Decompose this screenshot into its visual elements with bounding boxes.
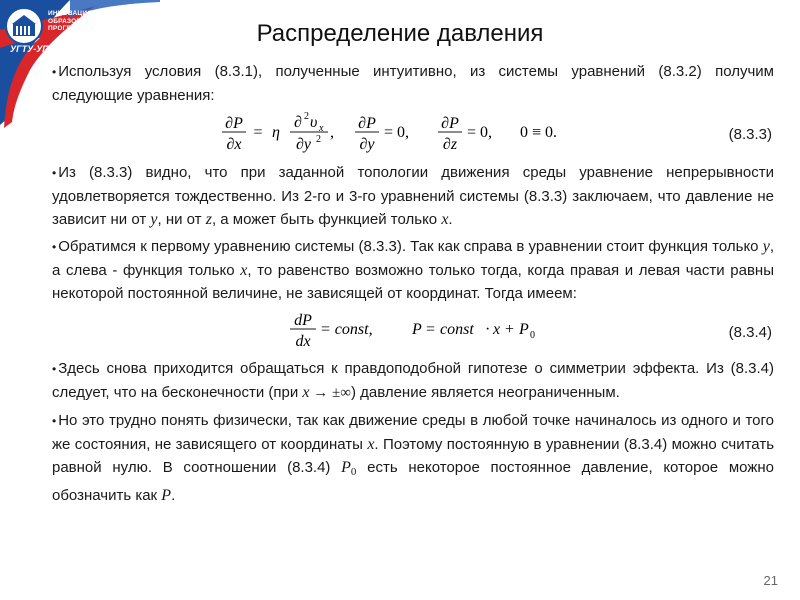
eq2-dot: · <box>485 321 491 338</box>
eq2-rhs: = const, <box>320 321 373 338</box>
eq1-dy2: ∂y <box>296 136 312 153</box>
eq1-dx: ∂x <box>226 136 242 153</box>
equation-8-3-4-formula <box>290 309 590 353</box>
eq2-den: dx <box>295 333 311 350</box>
eq1-dP: ∂P <box>225 115 243 132</box>
eq1-eta: η <box>272 124 280 141</box>
eq1-dy2-sup: 2 <box>316 134 321 145</box>
paragraph-2 <box>52 161 774 231</box>
paragraph-2-text-d: . <box>448 211 453 228</box>
paragraph-4-text-a: Здесь снова приходится обращаться к правдоподобной гипотезе о симметрии эффекта. Из (8.3.4) следует, что на бесконечности (при <box>52 360 774 401</box>
eq1-comma: , <box>330 124 334 141</box>
eq2-num: dP <box>294 312 312 329</box>
paragraph-2-text-a: Из (8.3.3) видно, что при заданной топологии движения среды уравнение непрерывности удовлетворяется тождественно. Из 2-го и 3-го уравнений системы (8.3.3) заключаем, что давление не зависит ни от <box>52 164 774 228</box>
logo-line-1: ИННОВАЦИОННАЯ <box>48 10 113 17</box>
eq2-equals: = <box>426 321 436 338</box>
var-P0-subscript: 0 <box>350 466 357 478</box>
eq2-const: const <box>440 321 474 338</box>
eq2-P: P <box>412 321 422 338</box>
paragraph-1-text: Используя условия (8.3.1), полученные интуитивно, из системы уравнений (8.3.2) получим следующие уравнения: <box>52 63 774 104</box>
paragraph-5-text-c: есть некоторое постоянное давление, которое можно обозначить как <box>52 459 774 504</box>
var-x: x <box>240 262 248 279</box>
eq1-d2-sup: 2 <box>304 111 309 122</box>
paragraph-5-text-a: Но это трудно понять физически, так как движение среды в любой точке начиналось из одного и того же состояния, не зависящего от координаты <box>52 412 774 453</box>
var-y: y <box>762 238 770 255</box>
var-x: x <box>441 211 449 228</box>
eq1-dPdz-num: ∂P <box>441 115 459 132</box>
eq2-P0-sub: 0 <box>530 330 535 341</box>
bullet: • <box>52 65 57 79</box>
paragraph-5-text-b: . Поэтому постоянную в уравнении (8.3.4) можно считать равной нулю. В соотношении (8.3.4) <box>52 436 775 476</box>
var-z: z <box>205 211 212 228</box>
arrow-infinity: → ±∞ <box>309 385 351 401</box>
eq1-v-sub: x <box>319 123 324 134</box>
equation-8-3-3-formula <box>222 111 622 157</box>
var-P0: P <box>341 459 351 476</box>
slide-body <box>52 60 774 511</box>
paragraph-4-text-b: ) давление является неограниченным. <box>350 384 620 401</box>
equation-number-8-3-4: (8.3.4) <box>728 324 772 341</box>
bullet: • <box>52 240 57 254</box>
paragraph-2-text-b: , ни от <box>157 211 206 228</box>
paragraph-3-text-c: , то равенство возможно только тогда, когда правая и левая части равны некоторой постоянной величине, не зависящей от координат. Тогда имеем: <box>52 262 774 302</box>
var-x: x <box>367 436 375 453</box>
logo-line-3: ПРОГРАММА <box>48 25 92 32</box>
equation-8-3-4 <box>52 309 774 353</box>
bullet: • <box>52 362 57 376</box>
paragraph-5-text-d: . <box>171 487 176 504</box>
bullet: • <box>52 166 57 180</box>
eq1-dPdy-den: ∂y <box>359 136 375 153</box>
paragraph-2-text-c: , а может быть функцией только <box>211 211 442 228</box>
paragraph-4 <box>52 357 774 405</box>
equation-number-8-3-3: (8.3.3) <box>728 126 772 143</box>
slide-title: Распределение давления <box>256 20 544 47</box>
eq2-plus: + <box>505 321 515 338</box>
logo-line-2: ОБРАЗОВАТЕЛЬНАЯ <box>48 17 119 25</box>
eq2-P0: P <box>519 321 529 338</box>
eq1-d2: ∂ <box>294 114 302 131</box>
paragraph-3-text-b: , а слева - функция только <box>52 238 774 279</box>
eq1-zero-1: = 0, <box>384 124 410 141</box>
var-x: x <box>302 384 310 401</box>
eq1-dPdz-den: ∂z <box>442 136 458 153</box>
page-number: 21 <box>763 573 778 588</box>
eq2-x: x <box>493 321 501 338</box>
eq1-identity: 0 ≡ 0. <box>520 124 558 141</box>
logo-caption: УГТУ-УПИ <box>10 44 56 54</box>
var-P: P <box>161 487 172 504</box>
paragraph-3-text-a: Обратимся к первому уравнению системы (8.3.3). Так как справа в уравнении стоит функция только <box>58 238 763 255</box>
eq1-v: υ <box>310 114 318 131</box>
eq1-equals: = <box>253 124 263 141</box>
paragraph-3 <box>52 235 774 305</box>
var-y: y <box>150 211 158 228</box>
paragraph-5 <box>52 409 774 507</box>
bullet: • <box>52 414 57 428</box>
eq1-zero-2: = 0, <box>467 124 493 141</box>
eq1-dPdy-num: ∂P <box>358 115 376 132</box>
equation-8-3-3 <box>52 111 774 157</box>
paragraph-1 <box>52 60 774 107</box>
